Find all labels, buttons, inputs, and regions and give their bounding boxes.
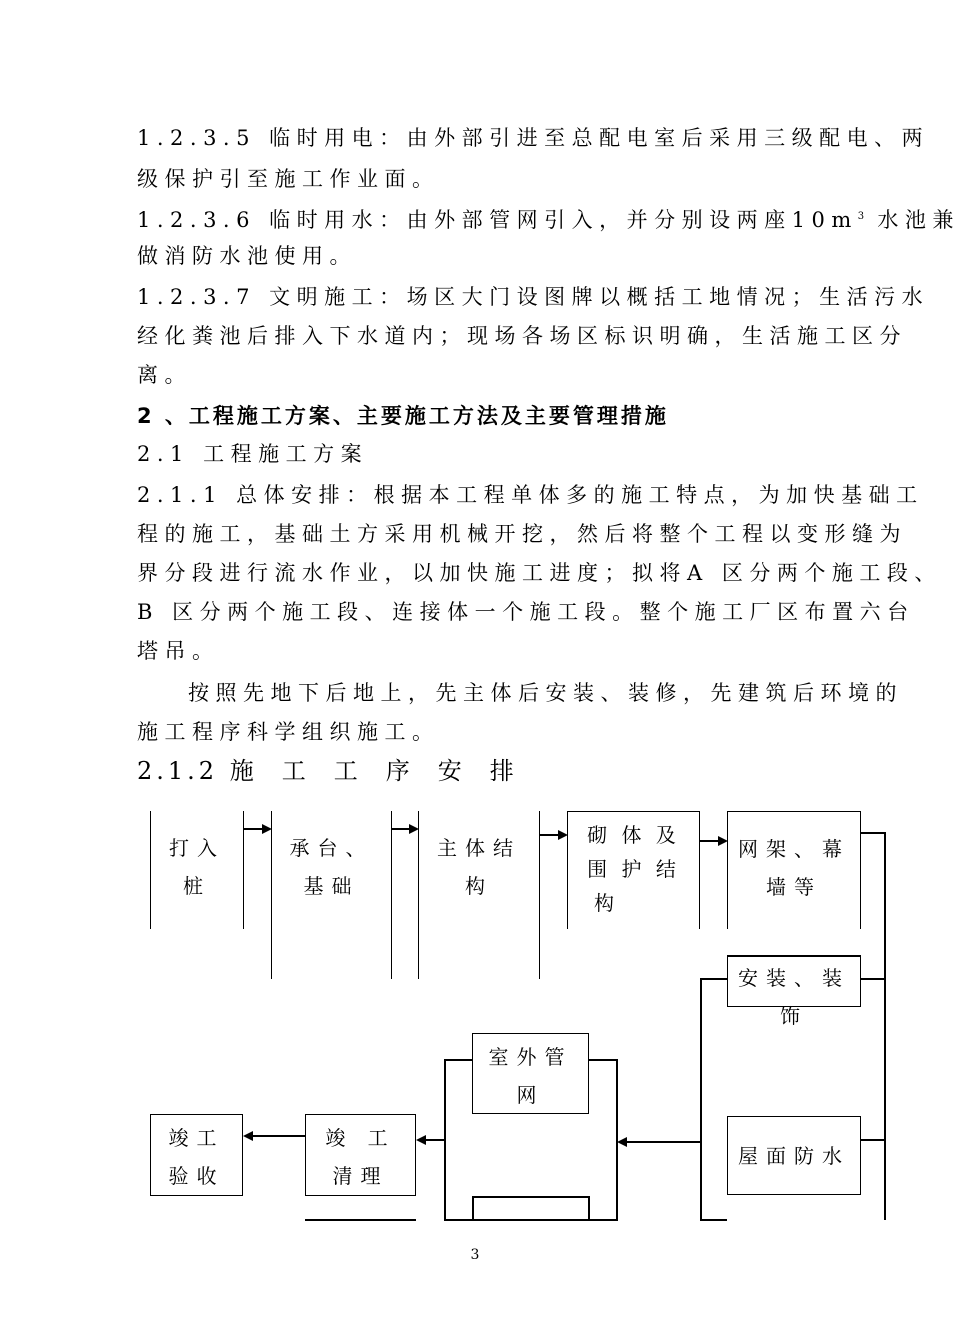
box-acceptance (150, 1114, 243, 1196)
section-heading-2-1-2 (137, 757, 542, 785)
para-1236-line1 (137, 203, 960, 234)
para-1237-line3: 离。 (137, 363, 192, 387)
box-foundation (271, 811, 392, 979)
arrow-head-1 (262, 824, 272, 834)
box-install-decor (727, 955, 861, 1028)
box-masonry (567, 811, 700, 929)
bus-left-install (700, 978, 727, 980)
superscript-3: 3 (857, 211, 865, 222)
arrow-line-1 (244, 828, 262, 830)
pipe-frame-bottom (444, 1219, 617, 1221)
box-outdoor-pipe (472, 1033, 589, 1114)
arrow-line-3 (540, 834, 558, 836)
cleanup-bottom-line (305, 1219, 416, 1221)
para-211-line5: 塔吊。 (137, 639, 220, 663)
heading-text: 施工工序安排 (229, 757, 542, 785)
arrow-line-2 (392, 828, 409, 830)
box-piling (150, 811, 244, 929)
box-foundation-text-2: 基础 (303, 874, 360, 898)
box-clean-text-1: 竣 工 (325, 1126, 396, 1150)
box-clean-text-2: 清理 (332, 1164, 389, 1188)
arrow-head-4 (718, 836, 728, 846)
arrow-head-2 (409, 824, 419, 834)
bus-line-roof (861, 1139, 885, 1141)
box-main-structure (418, 811, 540, 979)
box-masonry-text-1: 砌 体 及 (587, 823, 680, 847)
pipe-frame-top-right (588, 1059, 616, 1061)
heading-number: 2.1.2 (137, 757, 219, 785)
arrow-head-pipe-to-clean (416, 1135, 426, 1145)
box-roof-text: 屋面防水 (738, 1144, 850, 1168)
box-pipe-text-2: 网 (516, 1083, 545, 1107)
box-grid-text-1: 网架、幕 (738, 837, 850, 861)
para-1236-text-post: 水池兼 (864, 208, 960, 232)
pipe-inner-bottom-top (472, 1196, 589, 1198)
box-steel-grid (727, 811, 861, 929)
para-1235-line2: 级保护引至施工作业面。 (137, 167, 440, 191)
arrow-line-clean-to-accept (253, 1135, 305, 1137)
box-accept-text-2: 验收 (168, 1164, 225, 1188)
para-order-line2: 施工程序科学组织施工。 (137, 720, 440, 744)
section-heading-2: 2 、工程施工方案、主要施工方法及主要管理措施 (137, 404, 669, 428)
para-211-line1: 2.1.1 总体安排：根据本工程单体多的施工特点，为加快基础工 (137, 483, 924, 507)
page-number: 3 (470, 1247, 480, 1263)
box-piling-text-1: 打入 (169, 836, 225, 860)
pipe-inner-bottom-right (588, 1196, 590, 1220)
para-1237-line2: 经化粪池后排入下水道内；现场各场区标识明确，生活施工区分 (137, 324, 907, 348)
pipe-inner-bottom-left (472, 1196, 474, 1220)
box-cleanup (305, 1114, 416, 1196)
arrow-line-roof-to-pipe (627, 1141, 700, 1143)
para-order-line1: 按照先地下后地上，先主体后安装、装修，先建筑后环境的 (188, 681, 903, 705)
arrow-head-clean-to-accept (243, 1131, 253, 1141)
arrow-head-roof-to-pipe (617, 1137, 627, 1147)
para-1236-line2: 做消防水池使用。 (137, 244, 357, 268)
section-heading-2-1: 2.1 工程施工方案 (137, 442, 369, 466)
box-accept-text-1: 竣工 (168, 1126, 225, 1150)
box-foundation-text-1: 承台、 (289, 836, 374, 860)
bus-line-top (861, 832, 885, 834)
box-structure-text-1: 主体结 (437, 836, 521, 860)
arrow-line-4 (700, 840, 718, 842)
pipe-frame-left (444, 1059, 446, 1221)
box-grid-text-2: 墙等 (766, 875, 822, 899)
box-install-text-1: 安装、装 (738, 966, 850, 990)
arrow-head-3 (558, 830, 568, 840)
box-pipe-text-1: 室外管 (488, 1045, 573, 1069)
box-masonry-text-3: 构 (594, 891, 618, 915)
bus-left-vertical (700, 978, 702, 1220)
box-piling-text-2: 桩 (183, 874, 211, 898)
para-1235-line1: 1.2.3.5 临时用电：由外部引进至总配电室后采用三级配电、两 (137, 126, 930, 150)
box-masonry-text-2: 围 护 结 (587, 857, 680, 881)
bus-line-right (884, 832, 886, 1220)
box-install-text-2: 饰 (780, 1004, 808, 1028)
para-211-line2: 程的施工，基础土方采用机械开挖，然后将整个工程以变形缝为 (137, 522, 907, 546)
bus-line-install (861, 978, 885, 980)
box-roof-waterproof (727, 1116, 861, 1195)
para-1236-text: 1.2.3.6 临时用水：由外部管网引入，并分别设两座10m (137, 208, 858, 232)
bus-left-bottom (700, 1219, 727, 1221)
para-211-line3: 界分段进行流水作业，以加快施工进度；拟将A 区分两个施工段、 (137, 561, 942, 585)
install-top-line (727, 955, 861, 957)
arrow-line-pipe-to-clean (426, 1139, 444, 1141)
pipe-frame-top-left (444, 1059, 472, 1061)
box-structure-text-2: 构 (465, 874, 493, 898)
para-211-line4: B 区分两个施工段、连接体一个施工段。整个施工厂区布置六台 (137, 600, 915, 624)
pipe-frame-right (616, 1059, 618, 1221)
para-1237-line1: 1.2.3.7 文明施工：场区大门设图牌以概括工地情况；生活污水 (137, 285, 930, 309)
